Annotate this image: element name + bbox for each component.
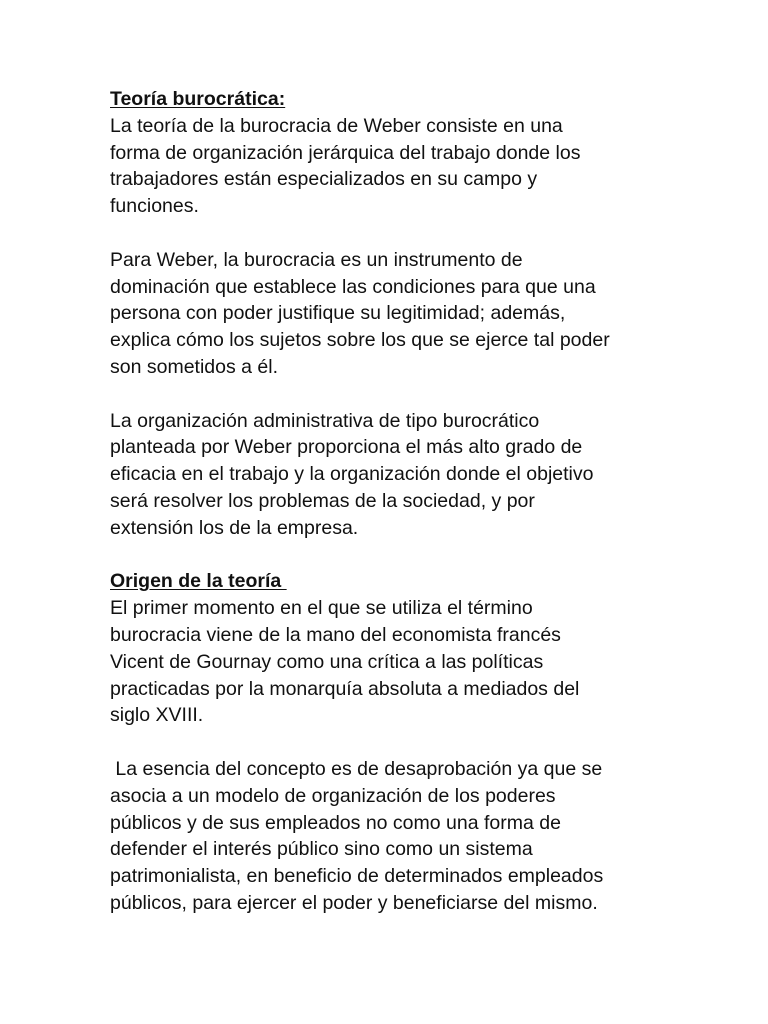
text-line: forma de organización jerárquica del trabajo donde los <box>110 141 581 164</box>
text-line: patrimonialista, en beneficio de determinados empleados <box>110 865 604 888</box>
paragraph-spacer <box>110 381 670 408</box>
text-line: La esencia del concepto es de desaprobación ya que se <box>110 757 603 780</box>
text-line: Para Weber, la burocracia es un instrumento de <box>110 248 523 271</box>
text-line: practicadas por la monarquía absoluta a mediados del <box>110 677 580 700</box>
paragraph-spacer <box>110 542 670 569</box>
text-line: públicos y de sus empleados no como una forma de <box>110 811 561 834</box>
paragraph <box>110 247 670 381</box>
paragraph-spacer <box>110 220 670 247</box>
paragraph <box>110 408 670 542</box>
text-line: El primer momento en el que se utiliza el término <box>110 597 533 620</box>
document-page <box>110 86 670 917</box>
text-line: asocia a un modelo de organización de los poderes <box>110 784 556 807</box>
section-teoria-burocratica <box>110 86 670 542</box>
text-line: funciones. <box>110 195 199 218</box>
section-heading: Origen de la teoría <box>110 570 287 593</box>
paragraph <box>110 113 670 220</box>
text-line: extensión los de la empresa. <box>110 516 359 539</box>
paragraph <box>110 756 670 917</box>
text-line: son sometidos a él. <box>110 355 279 378</box>
text-line: eficacia en el trabajo y la organización donde el objetivo <box>110 463 594 486</box>
text-line: La organización administrativa de tipo burocrático <box>110 409 540 432</box>
paragraph <box>110 595 670 729</box>
text-line: Vicent de Gournay como una crítica a las políticas <box>110 650 544 673</box>
text-line: La teoría de la burocracia de Weber consiste en una <box>110 114 563 137</box>
text-line: defender el interés público sino como un sistema <box>110 838 533 861</box>
text-line: siglo XVIII. <box>110 704 204 727</box>
text-line: dominación que establece las condiciones para que una <box>110 275 596 298</box>
text-line: trabajadores están especializados en su campo y <box>110 168 538 191</box>
section-origen-de-la-teoria <box>110 568 670 916</box>
text-line: burocracia viene de la mano del economista francés <box>110 623 561 646</box>
text-line: públicos, para ejercer el poder y beneficiarse del mismo. <box>110 891 598 914</box>
paragraph-spacer <box>110 729 670 756</box>
text-line: persona con poder justifique su legitimidad; además, <box>110 302 566 325</box>
text-line: planteada por Weber proporciona el más alto grado de <box>110 436 583 459</box>
text-line: será resolver los problemas de la sociedad, y por <box>110 489 535 512</box>
text-line: explica cómo los sujetos sobre los que se ejerce tal poder <box>110 329 610 352</box>
section-heading: Teoría burocrática: <box>110 88 286 110</box>
